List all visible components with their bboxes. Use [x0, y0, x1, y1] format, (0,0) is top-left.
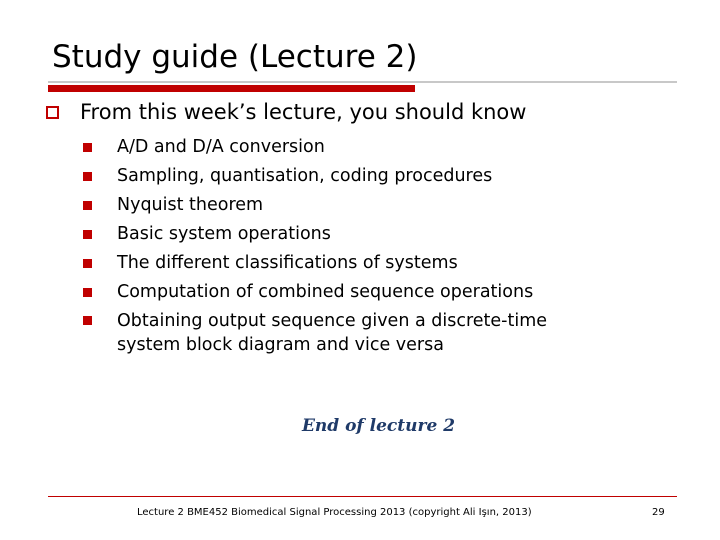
filled-square-icon [83, 201, 92, 210]
list-item-text: A/D and D/A conversion [117, 137, 325, 157]
bullet-level1 [46, 100, 526, 124]
list-item-text-line2: system block diagram and vice versa [117, 335, 444, 355]
list-item-text-line1: Obtaining output sequence given a discrete-time [117, 311, 548, 331]
filled-square-icon [83, 316, 92, 325]
title-underline-red [48, 85, 415, 92]
end-of-lecture-text: End of lecture 2 [301, 416, 456, 436]
filled-square-icon [83, 288, 92, 297]
footer-divider [48, 496, 677, 497]
filled-square-icon [83, 143, 92, 152]
list-item [83, 307, 547, 357]
topic-list [83, 133, 547, 357]
list-item [83, 191, 547, 220]
title-underline-gray [48, 81, 677, 83]
list-item-text: The different classifications of systems [117, 253, 458, 273]
list-item [83, 278, 547, 307]
intro-text: From this week’s lecture, you should know [80, 100, 527, 124]
list-item-text: Computation of combined sequence operations [117, 282, 534, 302]
slide-title: Study guide (Lecture 2) [52, 39, 418, 75]
filled-square-icon [83, 259, 92, 268]
footer-text: Lecture 2 BME452 Biomedical Signal Processing 2013 (copyright Ali Işın, 2013) [137, 507, 532, 518]
list-item [83, 249, 547, 278]
filled-square-icon [83, 230, 92, 239]
list-item [83, 133, 547, 162]
hollow-square-icon [46, 106, 59, 119]
list-item-text: Nyquist theorem [117, 195, 264, 215]
list-item-text: Sampling, quantisation, coding procedures [117, 166, 493, 186]
list-item [83, 162, 547, 191]
page-number: 29 [652, 507, 665, 518]
filled-square-icon [83, 172, 92, 181]
list-item-text: Basic system operations [117, 224, 331, 244]
list-item [83, 220, 547, 249]
